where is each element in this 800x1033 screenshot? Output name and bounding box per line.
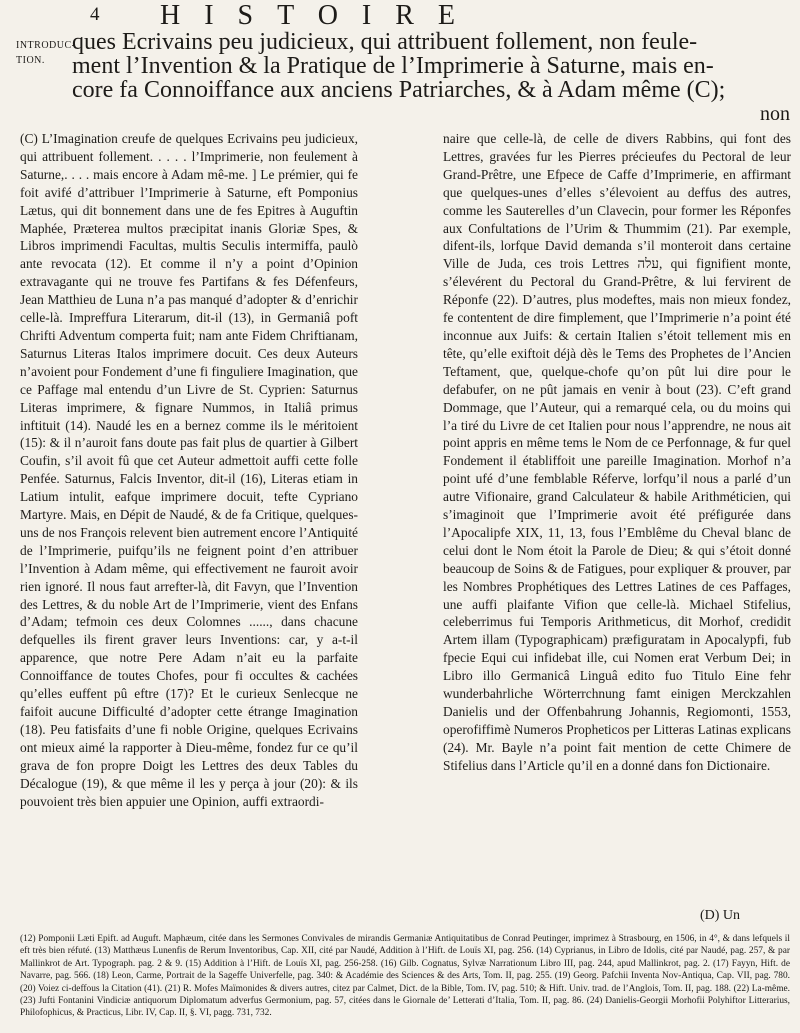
main-text-line: core fa Connoiffance aux anciens Patriarches, & à Adam même (C); (72, 77, 726, 103)
catchword-bottom: (D) Un (699, 908, 740, 923)
catchword-top: non (760, 103, 790, 125)
footnotes-text: (12) Pomponii Læti Epift. ad Auguft. Maphæum, citée dans les Sermones Convivales de mirandis Germaniæ Antiquitatibus de Conrad Peutinger, imprimez à Strasbourg, en 1506, in 4°, & dans lefquels il eft très bien réfuté. (13) Matthæus Lunenfis de Rerum Inventoribus, Cap. XII, cité par Naudé, Addition à l’Hift. de Louïs XI, pag. 256. (14) Cyprianus, in Libro de Idolis, cité par Naudé, pag. 257, & par Mallinkrot de Art. Typograph. pag. 2 & 9. (15) Addition à l’Hift. de Louïs XI, pag. 256-258. (16) Gilb. Cognatus, Sylvæ Narrationum Libro III, pag. 244, apud Mallinkrot, pag. 2. (17) Fayyn, Hift. de Navarre, pag. 566. (18) Leon, Carme, Portrait de la Sageffe Univerfelle, pag. 340: & Académie des Sciences & des Arts, Tom. II, pag. 255. (19) Georg. Pafchii Inventa Nov-Antiqua, Cap. VII, pag. 780. (20) Voiez ci-deffous la Citation (41). (21) R. Mofes Maïmonides & divers autres, citez par Calmet, Dict. de la Bible, Tom. IV, pag. 510; & Hift. Univ. trad. de l’Anglois, Tom. II, pag. 188. (22) La-même. (23) Jufti Fontanini Vindiciæ antiquorum Diplomatum adverfus Germonium, pag. 57, citées dans le Giornale de’ Letterati d’Italia, Tom. II, pag. 86. (24) Danielis-Georgii Morhofii Polyhiftor Litterarius, Philofophicus, & Practicus, Libr. IV, Cap. II, §. VI, pagg. 731, 732. (20, 934, 790, 1019)
left-column-text: (C) L’Imagination creufe de quelques Ecrivains peu judicieux, qui attribuent follement. . . . . l’Imprimerie, non feulement à Saturne,. . . . mais encore à Adam mê-me. ] Le prémier, qui fe foit avifé d’attribuer l’Imprimerie à Saturne, eft Pomponius Lætus, qui dit bonnement dans une de fes Epitres à Auguftin Maphée, Præterea multos præcipitat inanis Gloriæ Spes, & Libros imprimendi Facultas, multis Seculis intermiffa, paulò ante revocata (12). Et comme il n’y a point d’Opinion extravagante qui ne trouve fes Partifans & fes Défenfeurs, Jean Matthieu de Luna n’a pas manqué d’adopter & d’enrichir celle-là. Impreffura Literarum, dit-il (13), in Germaniâ poft Chrifti Adventum comperta fuit; nam ante Fidem Chriftianam, Saturnus Literas Italos imprimere docuit. Ces deux Auteurs n’avoient pour Fondement d’une fi finguliere Imagination, que ce Paffage mal entendu d’un Livre de St. Cyprien: Saturnus Literas imprimere, & fignare Nummos, in Italiâ primus inftituit (14). Naudé les en a bernez comme ils le méritoient (15): & il n’auroit fans doute pas fait plus de quartier à Gilbert Coufin, s’il avoit fû que cet Auteur admettoit auffi cette folle Penfée. Saturnus, Falcis Inventor, dit-il (16), Literas etiam in Latium intulit, eafque imprimere docuit, tefte Cypriano Martyre. Mais, en Dépit de Naudé, & de fa Critique, quelques-uns de nos François relevent bien autrement encore l’Antiquité de l’Imprimerie, puifqu’ils ne feignent point d’en attribuer l’Invention à Adam même, qui effectivement ne fauroit avoir rien ignoré. Il nous faut arrefter-là, dit Favyn, que l’Invention des Lettres, & du noble Art de l’Imprimerie, vient des Enfans d’Adam; tefmoin ces deux Colomnes ......, dans chacune defquelles ils firent graver leurs Inventions: car, y a-t-il apparence, que notre Pere Adam n’ait eu la parfaite Connoiffance de toutes Chofes, pour fi occultes & cachées qu’elles euffent pû eftre (17)? Et le curieux Senlecque ne faifoit aucune Difficulté d’adopter cette étrange Imagination (18). Peu fatisfaits d’une fi noble Origine, quelques Ecrivains ont mieux aimé la rapporter à Dieu-même, fondez fur ce qu’il grava de fon propre Doigt les Lettres des deux Tables du Décalogue (19), & que même il les y perça à jour (20): & ils pouvoient très bien appuier une Opinion, auffi extraordi- (20, 131, 358, 809)
footnotes (20, 933, 790, 1020)
margin-note: INTRODUC-TION. (16, 40, 76, 66)
main-text-line: ques Ecrivains peu judicieux, qui attribuent follement, non feule- (72, 29, 698, 55)
running-title: HISTOIRE (160, 0, 480, 31)
right-column-text: naire que celle-là, de celle de divers Rabbins, qui font des Lettres, gravées fur les Pierres précieufes du Pectoral de leur Grand-Prêtre, une Efpece de Caffe d’Imprimerie, en affirmant que quelques-unes d’elles s’élevoient au deffus des autres, comme les Sauterelles d’un Clavecin, pour former les Réponfes aux Confultations de l’Urim & Thummim (21). Par exemple, difent-ils, lorfque David demanda s’il monteroit dans certaine Ville de Juda, ces trois Lettres עלה, qui fignifient monte, s’élevérent du Pectoral du Grand-Prêtre, & lui fervirent de Réponfe (22). D’autres, plus modeftes, mais non mieux fondez, fe contentent de dire fimplement, que l’Imprimerie n’a point été inconnue aux Juifs: & certain Italien s’étoit tellement mis en tête, qu’elle exiftoit déjà dès le Tems des Prophetes de l’Ancien Teftament, que, quelque-chofe qu’on pût lui dire pour le defabufer, on ne pût jamais en venir à bout (23). C’eft grand Dommage, que l’Auteur, qui a remarqué cela, ou du moins qui l’a tiré du Livre de cet Italien pour nous l’apprendre, ne nous ait point appris en même tems le Nom de ce Perfonnage, & fur quel Fondement il établiffoit une pareille Imagination. Morhof n’a point ufé d’une femblable Réferve, lorfqu’il nous a parlé d’un autre Vifionaire, grand Calculateur & habile Arithméticien, qui s’imaginoit que l’Imprimerie avoit été préfigurée dans l’Apocalipfe XIX, 11, 13, fous l’Emblême du Cheval blanc de celui dont le Nom étoit la Parole de Dieu; & qui s’étoit donné beaucoup de Soins & de Fatigues, pour expliquer & prouver, par les Nombres Prophétiques des Lettres Latines de ces Paffages, une auffi plaifante Vifion que celle-là. Michael Stifelius, celeberrimus fui Temporis Arithmeticus, dit Morhof, credidit Artem illam (Typographicam) præfiguratam in Apocalypfi, fub fpecie Equi cui infidebat ille, cui Nomen erat Verbum Dei; in Libro illo Germanicâ Linguâ edito fuo Titulo Eine fehr wunderbahrliche Wörterrchnung famt einigen Merckzahlen Danielis und der Offenbahrung Johannis, Regiomonti, 1553, operofiffimè Numeros Propheticos per Litteras Latinas explicans (24). Mr. Bayle n’a point fait mention de cette Chimere de Stifelius dans l’Article qu’il en a donné dans fon Dictionaire. (443, 131, 791, 773)
right-column (443, 130, 791, 775)
page-number: 4 (90, 4, 100, 25)
main-text-line: ment l’Invention & la Pratique de l’Imprimerie à Saturne, mais en- (72, 53, 714, 79)
left-column (20, 130, 358, 810)
main-text (72, 30, 792, 102)
